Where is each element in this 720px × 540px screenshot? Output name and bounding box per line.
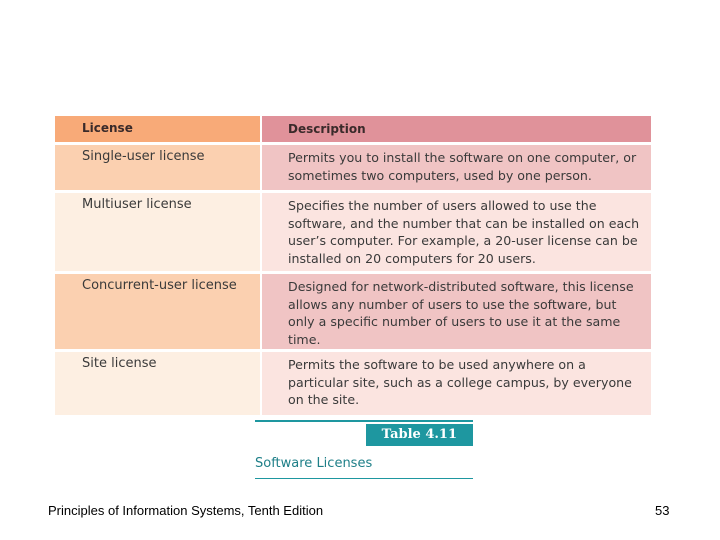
- license-cell: Concurrent-user license: [55, 274, 260, 349]
- header-license: License: [55, 116, 260, 142]
- table-caption: [255, 420, 473, 471]
- license-cell: Single-user license: [55, 145, 260, 190]
- table-row: [55, 193, 651, 271]
- table-row: [55, 274, 651, 349]
- license-cell: Site license: [55, 352, 260, 415]
- header-description: Description: [262, 116, 651, 142]
- description-cell: Designed for network-distributed software, this license allows any number of users to use the software, but only a specific number of users to use it at the same time.: [262, 274, 651, 349]
- table-title: Software Licenses: [255, 456, 373, 471]
- caption-divider: [255, 478, 473, 479]
- table-number: Table 4.11: [366, 424, 473, 446]
- description-cell: Permits you to install the software on one computer, or sometimes two computers, used by one person.: [262, 145, 651, 190]
- table-header: [55, 116, 651, 142]
- footer-book-title: Principles of Information Systems, Tenth Edition: [48, 503, 324, 518]
- license-cell: Multiuser license: [55, 193, 260, 271]
- table-row: [55, 145, 651, 190]
- software-licenses-table: [55, 116, 651, 418]
- page-number: 53: [655, 503, 670, 518]
- description-cell: Permits the software to be used anywhere on a particular site, such as a college campus, by everyone on the site.: [262, 352, 651, 415]
- table-row: [55, 352, 651, 415]
- description-cell: Specifies the number of users allowed to use the software, and the number that can be installed on each user’s computer. For example, a 20-user license can be installed on 20 computers for 20 users.: [262, 193, 651, 271]
